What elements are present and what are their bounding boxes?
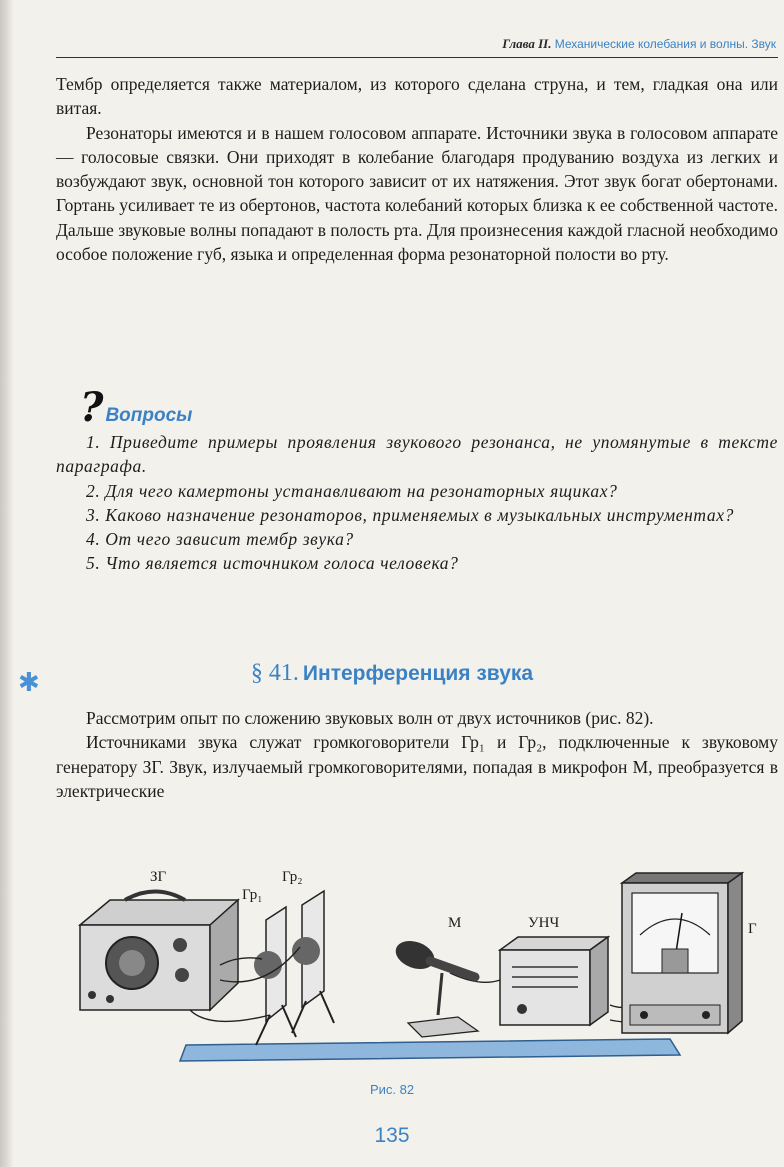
question-item: 5. Что является источником голоса человека? bbox=[86, 553, 459, 574]
galvanometer-icon bbox=[622, 873, 742, 1033]
sound-generator-icon bbox=[80, 892, 238, 1011]
question-item: 3. Каково назначение резонаторов, применяемых в музыкальных инструментах? bbox=[86, 504, 734, 525]
paragraph: Источниками звука служат громкоговорители Гр₁ и Гр₂, подключенные к звуковому генератору ЗГ. Звук, излучаемый громкоговорителями, попадая в микрофон М, преобразуется в электрические bbox=[56, 732, 778, 801]
question-mark-icon: ? bbox=[80, 384, 104, 431]
label-speaker-2: Гр₂ bbox=[282, 869, 303, 885]
label-generator: ЗГ bbox=[150, 869, 167, 885]
section-number: § 41. bbox=[250, 660, 299, 686]
figure-82 bbox=[70, 855, 780, 1095]
questions-heading bbox=[80, 384, 193, 431]
label-amplifier: УНЧ bbox=[528, 915, 560, 931]
speaker-2-icon bbox=[292, 891, 334, 1033]
paragraph: Тембр определяется также материалом, из которого сделана струна, и тем, гладкая она или витая. bbox=[56, 74, 778, 119]
page-number: 135 bbox=[374, 1124, 410, 1147]
section-title: Интерференция звука bbox=[302, 662, 534, 685]
body-text-top bbox=[56, 72, 778, 266]
running-head-chapter: Глава II. bbox=[502, 36, 552, 51]
question-item: 2. Для чего камертоны устанавливают на резонаторных ящиках? bbox=[86, 480, 618, 501]
section-heading bbox=[0, 660, 784, 687]
header-rule bbox=[56, 57, 778, 58]
running-head-topic: Механические колебания и волны. Звук bbox=[554, 37, 776, 51]
label-meter: Г bbox=[748, 921, 757, 937]
body-text-section bbox=[56, 706, 778, 803]
amplifier-icon bbox=[500, 937, 608, 1025]
speaker-1-icon bbox=[254, 907, 296, 1045]
book-spine-shadow bbox=[0, 0, 14, 1167]
label-microphone: М bbox=[448, 915, 462, 931]
paragraph: Рассмотрим опыт по сложению звуковых волн от двух источников (рис. 82). bbox=[86, 708, 654, 728]
asterisk-marker-icon: ✱ bbox=[18, 668, 40, 697]
microphone-icon bbox=[392, 936, 478, 1037]
running-head bbox=[502, 36, 776, 52]
paragraph: Резонаторы имеются и в нашем голосовом аппарате. Источники звука в голосовом аппарате — голосовые связки. Они приходят в колебание благодаря продуванию воздуха из легких и возбуждают звук, основной тон которого зависит от их натяжения. Этот звук богат обертонами. Гортань усиливает те из обертонов, частота колебаний которых близка к ее собственной частоте. Дальше звуковые волны попадают в полость рта. Для произнесения каждой гласной необходимо особое положение губ, языка и определенная форма резонаторной полости во рту. bbox=[56, 122, 778, 265]
question-item: 1. Приведите примеры проявления звукового резонанса, не упомянутые в тексте параграфа. bbox=[56, 432, 778, 477]
figure-caption: Рис. 82 bbox=[369, 1082, 415, 1097]
ruler-bar bbox=[180, 1039, 680, 1061]
label-speaker-1: Гр₁ bbox=[242, 887, 263, 903]
questions-list bbox=[56, 430, 778, 576]
question-item: 4. От чего зависит тембр звука? bbox=[86, 529, 354, 550]
experiment-illustration bbox=[70, 855, 780, 1095]
questions-title: Вопросы bbox=[105, 405, 193, 426]
